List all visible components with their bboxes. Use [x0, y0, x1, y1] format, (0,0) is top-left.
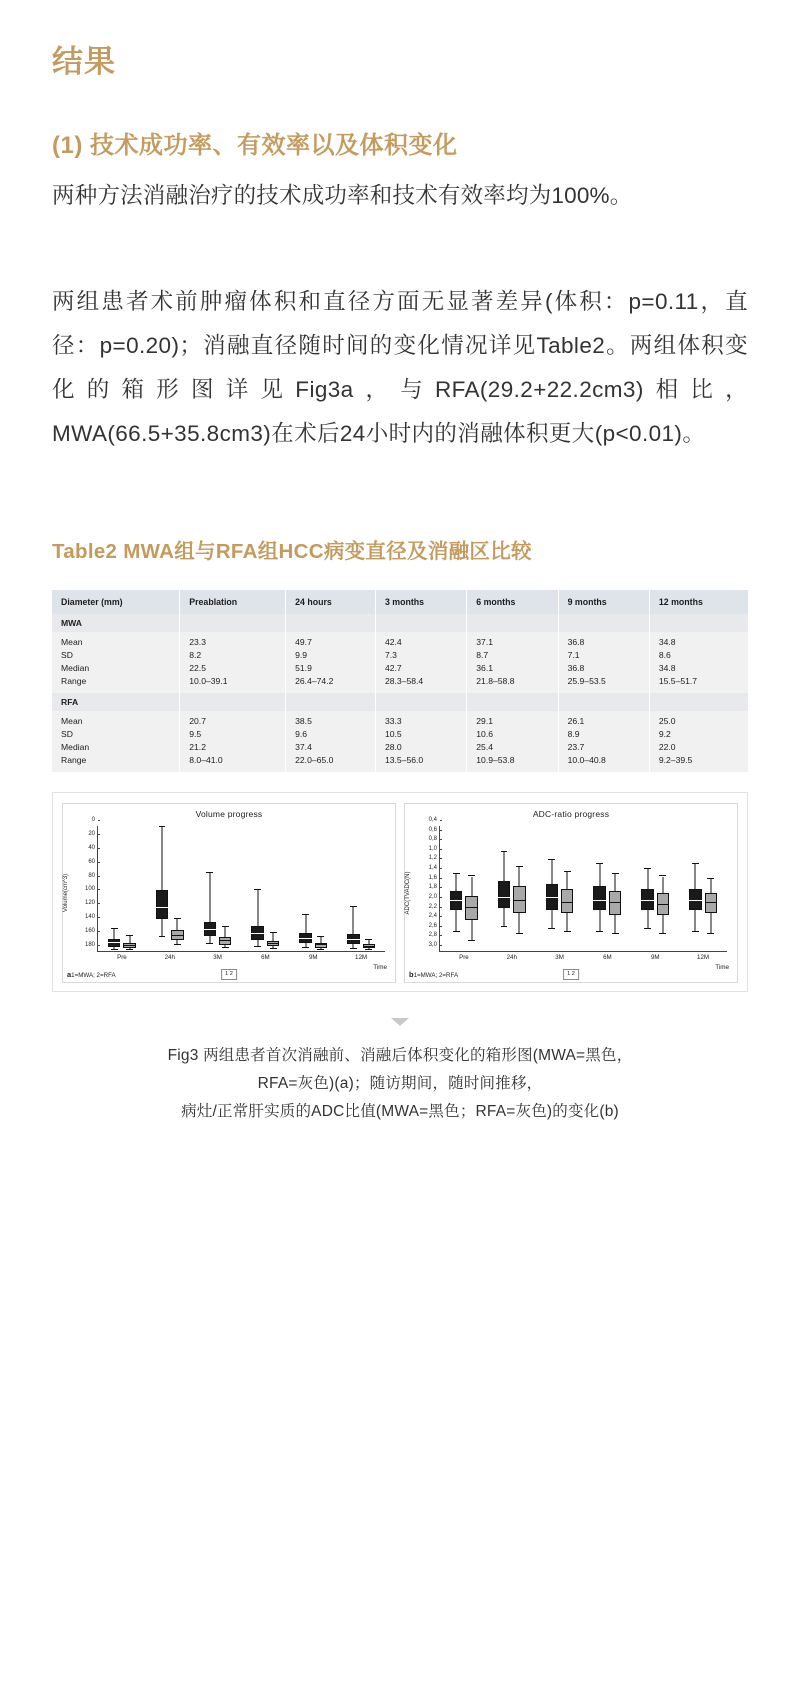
- table-row: [52, 662, 748, 675]
- cell: 10.0–40.8: [558, 754, 649, 773]
- cell: 8.6: [658, 650, 671, 660]
- cell: 9.2–39.5: [658, 755, 693, 765]
- cell: 7.1: [558, 649, 649, 662]
- y-tick-label: 2,4: [429, 913, 440, 919]
- box-plot: [561, 826, 573, 951]
- figure-caption: [52, 1042, 748, 1126]
- cell: 37.4: [286, 741, 376, 754]
- cell: 8.9: [558, 728, 649, 741]
- box-plot: [450, 826, 462, 951]
- col-header-12months: 12 months: [649, 590, 748, 614]
- y-tick-label: 180: [85, 942, 98, 948]
- caption-line-3: 病灶/正常肝实质的ADC比值(MWA=黑色；RFA=灰色)的变化(b): [181, 1103, 619, 1120]
- cell: 29.1: [467, 711, 558, 728]
- y-tick-label: 1,4: [429, 865, 440, 871]
- cell: 26.1: [558, 711, 649, 728]
- x-tick-label: Pre: [459, 954, 469, 961]
- box-plot: [705, 826, 717, 951]
- cell: 33.3: [375, 711, 466, 728]
- group-label-mwa: MWA: [52, 614, 180, 632]
- chart-panel-adc-ratio-progress: [404, 803, 738, 983]
- y-tick-label: 1,8: [429, 884, 440, 890]
- table-group-row: [52, 693, 748, 711]
- cell: 42.7: [375, 662, 466, 675]
- y-tick-label: 2,8: [429, 932, 440, 938]
- box-plot: [108, 826, 120, 951]
- x-axis-label-a: Time: [373, 964, 387, 971]
- cell: 28.0: [375, 741, 466, 754]
- spacer: [52, 456, 748, 534]
- col-header-preablation: Preablation: [180, 590, 286, 614]
- box-plot: [513, 826, 525, 951]
- y-axis-label-a: Volume(cm^3): [63, 873, 69, 913]
- cell: 9.5: [180, 728, 286, 741]
- cell: 10.6: [467, 728, 558, 741]
- cell: 23.7: [558, 741, 649, 754]
- table-row: [52, 741, 748, 754]
- y-tick-label: 160: [85, 928, 98, 934]
- axis-badge-a: 1 2: [221, 969, 237, 980]
- cell: 22.5: [180, 662, 286, 675]
- table-row: [52, 728, 748, 741]
- x-tick-label: 9M: [650, 954, 660, 961]
- cell: 25.4: [467, 741, 558, 754]
- diameter-table: [52, 590, 748, 772]
- x-tick-label: 24h: [506, 954, 517, 961]
- plot-area-b: [428, 817, 727, 961]
- figure-3: [52, 792, 748, 992]
- cell: 10.9–53.8: [467, 754, 558, 773]
- row-label: Range: [52, 754, 180, 773]
- cell: 10.0–39.1: [180, 675, 286, 694]
- plot-area-a: [84, 817, 385, 961]
- panel-letter-a: a: [67, 970, 72, 979]
- table-caption: Table2 MWA组与RFA组HCC病变直径及消融区比较: [52, 540, 532, 563]
- collapse-arrow-icon: [391, 1018, 409, 1026]
- y-tick-label: 2,2: [429, 904, 440, 910]
- panel-letter-b: b: [409, 970, 414, 979]
- page-title: 结果: [52, 44, 116, 79]
- chart-legend-b: [409, 970, 458, 979]
- y-tick-label: 0: [92, 817, 98, 823]
- cell: 36.8: [558, 662, 649, 675]
- cell: 37.1: [467, 632, 558, 649]
- box-plot: [156, 826, 168, 951]
- chart-title-a: Volume progress: [195, 809, 263, 819]
- y-tick-label: 140: [85, 914, 98, 920]
- y-tick-label: 0,6: [429, 827, 440, 833]
- row-label: SD: [52, 728, 180, 741]
- y-tick-label: 2,6: [429, 923, 440, 929]
- cell: 8.0–41.0: [180, 754, 286, 773]
- cell: 9.9: [286, 649, 376, 662]
- box-plot: [267, 826, 279, 951]
- caption-line-2: RFA=灰色)(a)；随访期间，随时间推移，: [257, 1075, 543, 1092]
- cell: 28.3–58.4: [375, 675, 466, 694]
- x-tick-label: 9M: [308, 954, 318, 961]
- cell: 34.8: [658, 663, 676, 673]
- cell: 36.8: [558, 632, 649, 649]
- box-plot: [363, 826, 375, 951]
- y-tick-label: 1,0: [429, 846, 440, 852]
- box-plot: [593, 826, 605, 951]
- row-label: SD: [52, 649, 180, 662]
- cell: 13.5–56.0: [375, 754, 466, 773]
- cell: 36.1: [467, 662, 558, 675]
- legend-text-b: 1=MWA; 2=RFA: [413, 972, 459, 979]
- table-row: [52, 649, 748, 662]
- y-tick-label: 2,0: [429, 894, 440, 900]
- table-group-row: [52, 614, 748, 632]
- x-tick-label: 6M: [261, 954, 270, 961]
- row-label: Mean: [52, 632, 180, 649]
- col-header-3months: 3 months: [375, 590, 466, 614]
- box-plot: [689, 826, 701, 951]
- x-tick-label: 6M: [603, 954, 612, 961]
- paragraph-1: 两种方法消融治疗的技术成功率和技术有效率均为100%。: [52, 183, 633, 208]
- y-tick-label: 0,4: [429, 817, 440, 823]
- box-plot: [204, 826, 216, 951]
- cell: 15.5–51.7: [658, 676, 698, 686]
- cell: 22.0–65.0: [286, 754, 376, 773]
- box-plot: [465, 826, 477, 951]
- box-plot: [609, 826, 621, 951]
- x-tick-label: 24h: [164, 954, 175, 961]
- x-tick-label: 12M: [355, 954, 368, 961]
- legend-text-a: 1=MWA; 2=RFA: [71, 972, 116, 979]
- cell: 21.2: [180, 741, 286, 754]
- col-header-24hours: 24 hours: [286, 590, 376, 614]
- chart-panel-volume-progress: [62, 803, 396, 983]
- cell: 51.9: [286, 662, 376, 675]
- cell: 21.8–58.8: [467, 675, 558, 694]
- table-row: [52, 754, 748, 773]
- box-plot: [123, 826, 135, 951]
- y-tick-label: 1,2: [429, 855, 440, 861]
- row-label: Median: [52, 662, 180, 675]
- cell: 22.0: [658, 742, 676, 752]
- cell: 26.4–74.2: [286, 675, 376, 694]
- table-row: [52, 711, 748, 728]
- x-tick-label: 3M: [213, 954, 222, 961]
- y-tick-label: 40: [88, 845, 98, 851]
- box-plot: [498, 826, 510, 951]
- cell: 9.6: [286, 728, 376, 741]
- box-plot: [315, 826, 327, 951]
- axis-badge-b: 1 2: [563, 969, 579, 980]
- caption-line-1: Fig3 两组患者首次消融前、消融后体积变化的箱形图(MWA=黑色，: [167, 1047, 633, 1064]
- box-plot: [171, 826, 183, 951]
- col-header-6months: 6 months: [467, 590, 558, 614]
- y-tick-label: 3,0: [429, 942, 440, 948]
- y-tick-label: 100: [85, 886, 98, 892]
- y-tick-label: 60: [88, 859, 98, 865]
- cell: 8.2: [180, 649, 286, 662]
- group-label-rfa: RFA: [52, 693, 180, 711]
- col-header-diameter: Diameter (mm): [52, 590, 180, 614]
- box-plot: [347, 826, 359, 951]
- row-label: Median: [52, 741, 180, 754]
- box-plot: [251, 826, 263, 951]
- data-table-wrapper: [52, 590, 748, 772]
- y-tick-label: 20: [88, 831, 98, 837]
- y-axis-label-b: ADC(TVADC(N): [405, 871, 411, 915]
- table-row: [52, 632, 748, 649]
- cell: 34.8: [658, 637, 676, 647]
- section-subtitle: (1) 技术成功率、有效率以及体积变化: [52, 132, 458, 159]
- cell: 42.4: [375, 632, 466, 649]
- chart-legend-a: [67, 970, 116, 979]
- cell: 25.0: [658, 716, 676, 726]
- box-plot: [546, 826, 558, 951]
- table-row: [52, 675, 748, 694]
- cell: 7.3: [375, 649, 466, 662]
- row-label: Mean: [52, 711, 180, 728]
- x-axis-label-b: Time: [715, 964, 729, 971]
- y-tick-label: 0,8: [429, 836, 440, 842]
- paragraph-2: 两组患者术前肿瘤体积和直径方面无显著差异(体积：p=0.11，直径：p=0.20)；消融直径随时间的变化情况详见Table2。两组体积变化的箱形图详见Fig3a，与RFA(29.2+22.2cm3)相比，MWA(66.5+35.8cm3)在术后24小时内的消融体积更大(p<0.01)。: [52, 289, 748, 446]
- cell: 49.7: [286, 632, 376, 649]
- cell: 23.3: [180, 632, 286, 649]
- x-tick-label: 12M: [697, 954, 710, 961]
- y-tick-label: 120: [85, 900, 98, 906]
- y-tick-label: 80: [88, 873, 98, 879]
- chart-title-b: ADC-ratio progress: [532, 809, 610, 819]
- col-header-9months: 9 months: [558, 590, 649, 614]
- x-tick-label: 3M: [555, 954, 564, 961]
- spacer: [52, 218, 748, 280]
- cell: 20.7: [180, 711, 286, 728]
- box-plot: [299, 826, 311, 951]
- box-plot: [219, 826, 231, 951]
- row-label: Range: [52, 675, 180, 694]
- y-tick-label: 1,6: [429, 875, 440, 881]
- box-plot: [657, 826, 669, 951]
- cell: 10.5: [375, 728, 466, 741]
- cell: 8.7: [467, 649, 558, 662]
- cell: 38.5: [286, 711, 376, 728]
- cell: 9.2: [658, 729, 671, 739]
- cell: 25.9–53.5: [558, 675, 649, 694]
- box-plot: [641, 826, 653, 951]
- table-header-row: [52, 590, 748, 614]
- x-tick-label: Pre: [117, 954, 127, 961]
